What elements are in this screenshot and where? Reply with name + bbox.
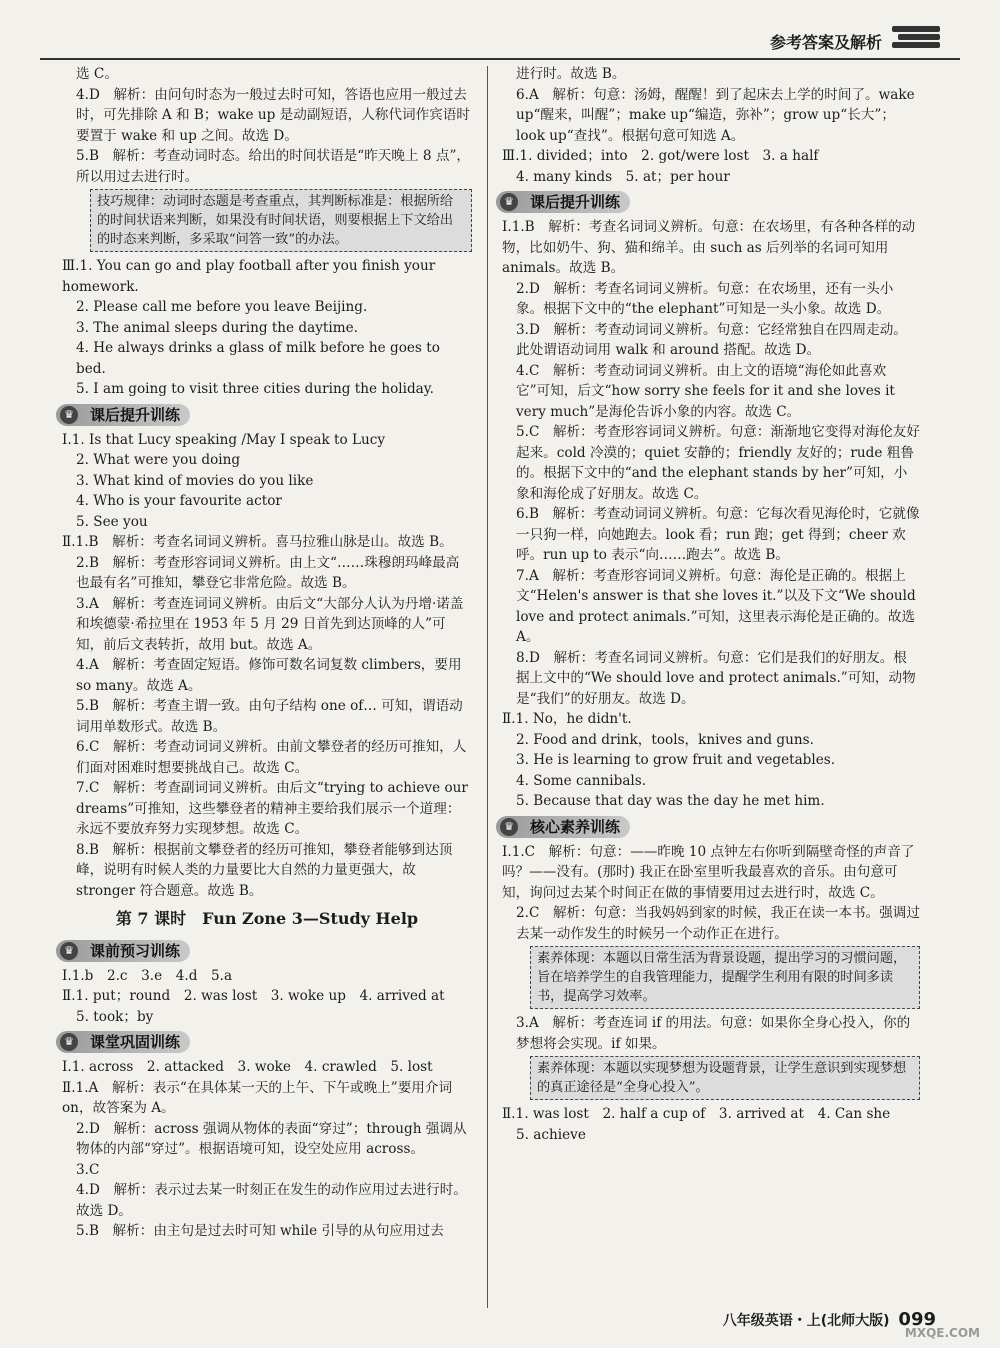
books-icon [892, 26, 940, 54]
answer-line: 4.A 解析：考查固定短语。修饰可数名词复数 climbers，要用 so many。故选 A。 [76, 657, 462, 694]
answer-line: Ⅱ.1.A 解析：表示“在具体某一天的上午、下午或晚上”要用介词 on，故答案为 A。 [62, 1079, 453, 1116]
answer-line: 3. The animal sleeps during the daytime. [76, 319, 358, 336]
section-tag-label: 课堂巩固训练 [90, 1033, 181, 1051]
answer-line: 6.C 解析：考查动词词义辨析。由前文攀登者的经历可推知，人们面对困难时想要挑战自己。故选 C。 [76, 739, 467, 776]
answer-line: Ⅰ.1.B 解析：考查名词词义辨析。句意：在农场里，有各种各样的动物，比如奶牛、狗、猫和绵羊。由 such as 后列举的名词可知用 animals。故选 B。 [502, 219, 916, 276]
answer-line: 2.D 解析：across 强调从物体的表面“穿过”；through 强调从物体的内部“穿过”。根据语境可知，设空处应用 across。 [76, 1120, 467, 1157]
left-column [62, 64, 472, 1242]
section-tag [56, 404, 190, 426]
answer-line: 8.D 解析：考查名词词义辨析。句意：它们是我们的好朋友。根据上文中的“We should love and protect animals.”可知，动物是“我们”的好朋友。故选 D。 [516, 649, 916, 707]
answer-line: Ⅰ.1.C 解析：句意：——昨晚 10 点钟左右你听到隔壁奇怪的声音了吗？——没有。(那时) 我正在卧室里听我最喜欢的音乐。由句意可知，询问过去某个时间正在做的事情要用过去进行时，故选 C。 [502, 843, 915, 901]
answer-line: 5.B 解析：由主句是过去时可知 while 引导的从句应用过去 [76, 1223, 444, 1239]
watermark: MXQE.COM [904, 1326, 980, 1340]
section-tag-label: 课后提升训练 [530, 193, 621, 211]
tip-box: 素养体现：本题以日常生活为背景设题，提出学习的习惯问题，旨在培养学生的自我管理能力，提醒学生利用有限的时间多读书，提高学习效率。 [530, 946, 920, 1009]
section-tag-label: 课前预习训练 [90, 941, 181, 960]
section-tag-label: 课后提升训练 [90, 405, 181, 424]
answer-line: 3. He is learning to grow fruit and vegetables. [516, 752, 836, 768]
answer-line: Ⅲ.1. divided；into 2. got/were lost 3. a half [502, 148, 819, 164]
answer-line: 2. What were you doing [76, 452, 241, 468]
answer-line: Ⅰ.1. across 2. attacked 3. woke 4. crawled 5. lost [62, 1059, 433, 1075]
column-divider [487, 66, 488, 1308]
answer-line: Ⅱ.1.B 解析：考查名词词义辨析。喜马拉雅山脉是山。故选 B。 [62, 534, 453, 550]
answer-line: 3.D 解析：考查动词词义辨析。句意：它经常独自在四周走动。此处谓语动词用 walk 和 around 搭配。故选 D。 [516, 321, 907, 358]
answer-line: 4. He always drinks a glass of milk before he goes to bed. [76, 340, 440, 377]
section-tag [56, 940, 190, 962]
answer-line: 6.A 解析：句意：汤姆，醒醒！到了起床去上学的时间了。wake up“醒来，叫醒”；make up“编造，弥补”；grow up“长大”；look up“查找”。根据句意可知选 A。 [516, 86, 915, 144]
tip-box: 素养体现：本题以实现梦想为设题背景，让学生意识到实现梦想的真正途径是“全身心投入”。 [530, 1056, 920, 1100]
answer-line: 5.B 解析：考查主谓一致。由句子结构 one of… 可知，谓语动词用单数形式。故选 B。 [76, 698, 463, 735]
answer-line: 4.C 解析：考查动词词义辨析。由上文的语境“海伦如此喜欢它”可知，后文“how sorry she feels for it and she loves it very much”是海伦告诉小象的内容。故选 C。 [516, 362, 895, 420]
answer-line: 5. I am going to visit three cities during the holiday. [76, 381, 434, 397]
crown-icon: ♛ [500, 193, 518, 211]
answer-line: 5. See you [76, 513, 148, 530]
answer-line: 5.B 解析：考查动词时态。给出的时间状语是“昨天晚上 8 点”，所以用过去进行时。 [76, 148, 470, 185]
answer-line: 5. took；by [76, 1008, 154, 1025]
answer-line: Ⅰ.1.b 2.c 3.e 4.d 5.a [62, 967, 233, 984]
answer-line: 4.D 解析：表示过去某一时刻正在发生的动作应用过去进行时。故选 D。 [76, 1182, 467, 1219]
answer-line: 6.B 解析：考查动词词义辨析。句意：它每次看见海伦时，它就像一只狗一样，向她跑去。look 看；run 跑；get 得到；cheer 欢呼。run up to 表示“向……跑去”。故选 B。 [516, 506, 920, 563]
answer-line: 2.D 解析：考查名词词义辨析。句意：在农场里，还有一头小象。根据下文中的“the elephant”可知是一头小象。故选 D。 [516, 280, 894, 317]
answer-line: 2.C 解析：句意：当我妈妈到家的时候，我正在读一本书。强调过去某一动作发生的时候另一个动作正在进行。 [516, 905, 920, 942]
answer-line: 7.A 解析：考查形容词词义辨析。句意：海伦是正确的。根据上文“Helen's answer is that she loves it.”以及下文“We should love and protect animals.”可知，这里表示海伦是正确的。故选 A。 [516, 567, 916, 645]
lesson-title: 第 7 课时 Fun Zone 3—Study Help [115, 909, 419, 928]
answer-line: 3.C [76, 1161, 100, 1178]
answer-line: 5. Because that day was the day he met him. [516, 793, 825, 809]
answer-line: 2. Please call me before you leave Beijing. [76, 299, 368, 315]
right-column [502, 64, 920, 1145]
answer-line: Ⅰ.1. Is that Lucy speaking /May I speak to Lucy [62, 431, 386, 448]
answer-line: 8.B 解析：根据前文攀登者的经历可推知，攀登者能够到达顶峰，说明有时候人类的力量要比大自然的力量更强大，故 stronger 符合题意。故选 B。 [76, 841, 453, 899]
section-tag-label: 核心素养训练 [530, 817, 621, 836]
answer-line: 5.C 解析：考查形容词词义辨析。句意：渐渐地它变得对海伦友好起来。cold 冷漠的；quiet 安静的；friendly 友好的；rude 粗鲁的。根据下文中的“and the elephant stands by her”可知，小象和海伦成了好朋友。故选 C。 [516, 424, 920, 502]
answer-line: Ⅱ.1. was lost 2. half a cup of 3. arrived at 4. Can she [502, 1106, 891, 1122]
answer-line: 3. What kind of movies do you like [76, 472, 314, 489]
answer-line: 4.D 解析：由问句时态为一般过去时可知，答语也应用一般过去时，可先排除 A 和 B；wake up 是动副短语，人称代词作宾语时要置于 wake 和 up 之间。故选 D。 [76, 86, 470, 144]
crown-icon: ♛ [60, 406, 78, 424]
tip-box: 技巧规律：动词时态题是考查重点，其判断标准是：根据所给的时间状语来判断，如果没有时间状语，则要根据上下文给出的时态来判断，多采取“问答一致”的办法。 [90, 189, 472, 252]
section-tag [496, 816, 630, 838]
answer-line: 2.B 解析：考查形容词词义辨析。由上文“……珠穆朗玛峰最高也最有名”可推知，攀登它非常危险。故选 B。 [76, 554, 460, 591]
answer-line: 4. Who is your favourite actor [76, 493, 282, 509]
answer-line: 4. Some cannibals. [516, 772, 647, 789]
answer-line: Ⅱ.1. put；round 2. was lost 3. woke up 4. arrived at [62, 988, 445, 1004]
section-tag [56, 1031, 190, 1053]
answer-line: 7.C 解析：考查副词词义辨析。由后文“trying to achieve our dreams”可推知，这些攀登者的精神主要给我们展示一个道理：永远不要放弃努力实现梦想。故选 C。 [76, 780, 468, 837]
section-tag [496, 191, 630, 213]
crown-icon: ♛ [500, 818, 518, 836]
crown-icon: ♛ [60, 1033, 78, 1051]
page-header [40, 14, 960, 60]
answer-line: 4. many kinds 5. at；per hour [516, 168, 730, 185]
answer-line: Ⅲ.1. You can go and play football after you finish your homework. [62, 258, 436, 295]
page-number: 099 [898, 1309, 936, 1330]
answer-line: 5. achieve [516, 1126, 586, 1143]
footer-book: 八年级英语・上(北师大版) [722, 1313, 890, 1329]
crown-icon: ♛ [60, 942, 78, 960]
answer-line: 3.A 解析：考查连词 if 的用法。句意：如果你全身心投入，你的梦想将会实现。if 如果。 [516, 1015, 911, 1052]
answer-line: 3.A 解析：考查连词词义辨析。由后文“大部分人认为丹增·诺盖和埃德蒙·希拉里在 1953 年 5 月 29 日首先到达顶峰的人”可知，前后文表转折，故用 but。故选 A。 [76, 595, 464, 653]
answer-line: 进行时。故选 B。 [516, 66, 626, 82]
header-title: 参考答案及解析 [769, 33, 882, 52]
answer-line: 2. Food and drink，tools，knives and guns. [516, 731, 814, 748]
answer-line: Ⅱ.1. No，he didn't. [502, 711, 632, 727]
answer-line: 选 C。 [76, 66, 118, 82]
